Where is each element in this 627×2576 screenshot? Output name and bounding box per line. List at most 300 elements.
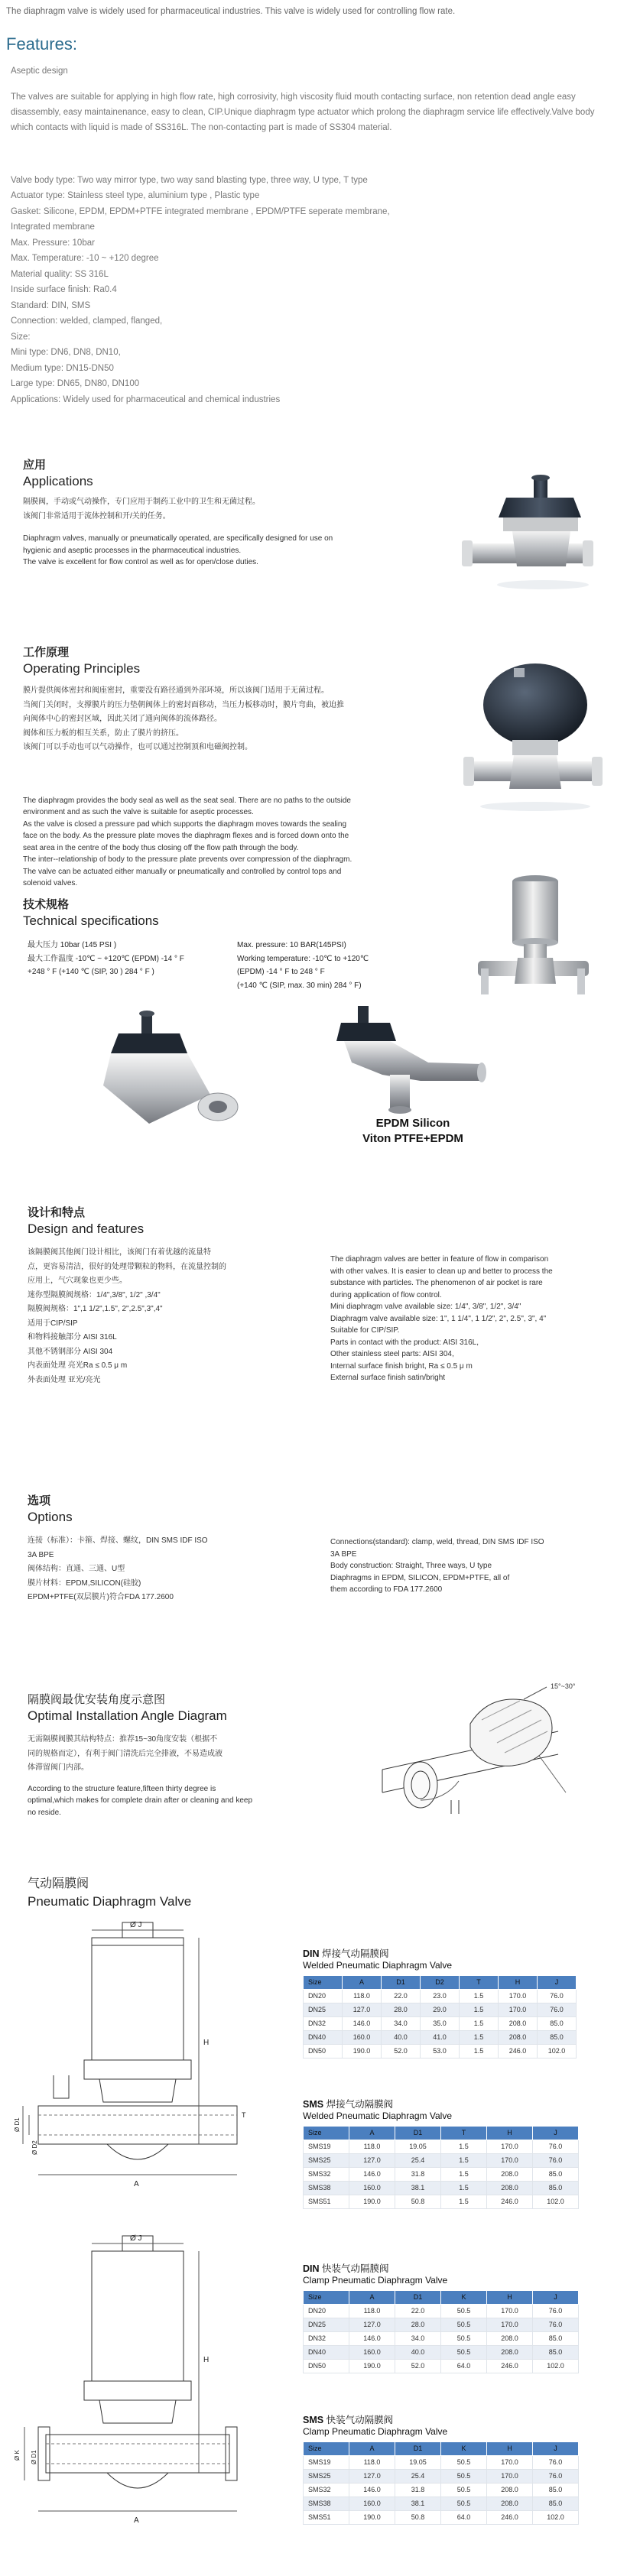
table-row bbox=[304, 2016, 577, 2030]
spec-line: Connection: welded, clamped, flanged, bbox=[11, 316, 163, 326]
design-cn-line: 其他不锈钢部分 AISI 304 bbox=[28, 1347, 113, 1356]
table-cell: 190.0 bbox=[349, 2359, 395, 2373]
table-cell: 1.5 bbox=[441, 2153, 487, 2167]
table-cell: 50.5 bbox=[441, 2331, 487, 2345]
table-cell: 1.5 bbox=[441, 2140, 487, 2153]
table-row bbox=[304, 2359, 579, 2373]
table-cn-title bbox=[303, 2263, 593, 2275]
table-header-cell: Size bbox=[304, 2126, 349, 2140]
table-cell: 170.0 bbox=[499, 2003, 538, 2016]
table-header-cell: T bbox=[441, 2126, 487, 2140]
pneumatic-diaphragm-valve-image bbox=[459, 657, 604, 818]
table-cell: 208.0 bbox=[487, 2331, 533, 2345]
table-cell: 50.5 bbox=[441, 2469, 487, 2483]
table-cell: 246.0 bbox=[499, 2044, 538, 2058]
table-cell: 190.0 bbox=[349, 2510, 395, 2524]
table-cell: 64.0 bbox=[441, 2510, 487, 2524]
table-cell: 28.0 bbox=[395, 2318, 441, 2331]
table-cell: 170.0 bbox=[499, 1989, 538, 2003]
table-cell: SMS25 bbox=[304, 2153, 349, 2167]
table-cn-name: 快装气动隔膜阀 bbox=[319, 2263, 389, 2274]
table-cn-name: 快装气动隔膜阀 bbox=[323, 2415, 394, 2425]
table-cell: DN20 bbox=[304, 1989, 343, 2003]
table-row bbox=[304, 2318, 579, 2331]
table-cell: SMS19 bbox=[304, 2140, 349, 2153]
table-cell: SMS19 bbox=[304, 2455, 349, 2469]
design-section bbox=[28, 1206, 303, 1387]
svg-text:Ø D2: Ø D2 bbox=[31, 2140, 38, 2155]
table-cell: 38.1 bbox=[395, 2497, 441, 2510]
svg-text:H: H bbox=[203, 2039, 210, 2047]
table-row bbox=[304, 2030, 577, 2044]
spec-line: Standard: DIN, SMS bbox=[11, 300, 91, 310]
dimension-table bbox=[303, 2441, 579, 2525]
angle-en-title: Optimal Installation Angle Diagram bbox=[28, 1708, 227, 1723]
principles-section bbox=[23, 646, 436, 890]
options-en-line: Body construction: Straight, Three ways, U type bbox=[330, 1562, 492, 1570]
spec-line: Max. Pressure: 10bar bbox=[11, 238, 95, 248]
table-header-cell: K bbox=[441, 2441, 487, 2455]
principles-cn-line: 该阀门可以手动也可以气动操作，也可以通过控制顶和电磁阀控制。 bbox=[23, 743, 252, 752]
table-cell: 170.0 bbox=[487, 2455, 533, 2469]
principles-en-line: The inter--relationship of body to the pressure plate prevents over compression of the diaphragm. bbox=[23, 855, 352, 865]
design-en-title: Design and features bbox=[28, 1221, 145, 1236]
table-header-cell: Size bbox=[304, 1975, 343, 1989]
table-cell: 34.0 bbox=[395, 2331, 441, 2345]
table-row bbox=[304, 2140, 579, 2153]
aseptic-text: Aseptic design bbox=[11, 67, 68, 76]
table-header-cell: D1 bbox=[395, 2126, 441, 2140]
technical-en-line: (EPDM) -14 ° F to 248 ° F bbox=[237, 968, 325, 976]
spec-line: Max. Temperature: -10 ~ +120 degree bbox=[11, 254, 159, 264]
design-en-line: The diaphragm valves are better in feature of flow in comparison bbox=[330, 1255, 549, 1264]
table-cell: 170.0 bbox=[487, 2318, 533, 2331]
stainless-pneumatic-valve-image bbox=[470, 868, 593, 1001]
table-cell: 1.5 bbox=[441, 2167, 487, 2181]
options-en-line: 3A BPE bbox=[330, 1549, 357, 1559]
table-cn-name: 焊接气动隔膜阀 bbox=[319, 1948, 389, 1959]
table-header-cell: H bbox=[487, 2126, 533, 2140]
table-header-cell: A bbox=[349, 2441, 395, 2455]
table-cell: 170.0 bbox=[487, 2153, 533, 2167]
table-cell: 208.0 bbox=[487, 2345, 533, 2359]
technical-cn-title: 技术规格 bbox=[23, 898, 70, 911]
table-cell: DN40 bbox=[304, 2345, 349, 2359]
spec-line: Inside surface finish: Ra0.4 bbox=[11, 285, 117, 295]
applications-en-text: Diaphragm valves, manually or pneumatically operated, are specifically designed for use on hygienic and aseptic processes in the pharmaceutical industries. The valve is excellent for flow control as well as for open/close duties. bbox=[23, 534, 333, 567]
table-block-1 bbox=[303, 1948, 593, 2059]
table-header-cell: H bbox=[487, 2290, 533, 2304]
table-cell: 50.8 bbox=[395, 2195, 441, 2208]
angle-cn-line: 体滞留阀门内部。 bbox=[28, 1763, 89, 1773]
principles-cn-title: 工作原理 bbox=[23, 646, 70, 659]
table-cell: 76.0 bbox=[538, 2003, 577, 2016]
design-cn-line: 应用上，气穴现象也更少些。 bbox=[28, 1277, 127, 1286]
table-row bbox=[304, 2153, 579, 2167]
table-row bbox=[304, 2304, 579, 2318]
svg-text:T: T bbox=[242, 2111, 246, 2119]
options-cn-line: 连接（标准）：卡箍、焊接、螺纹，DIN SMS IDF ISO bbox=[28, 1536, 208, 1546]
principles-cn-line: 向阀体中心的密封区域，因此关闭了通向阀体的流体路径。 bbox=[23, 715, 222, 724]
table-cell: DN32 bbox=[304, 2331, 349, 2345]
table-cell: 76.0 bbox=[533, 2318, 579, 2331]
angle-section bbox=[28, 1693, 303, 1818]
design-en-line: substance with particles. The phenomenon of air pocket is rare bbox=[330, 1279, 543, 1287]
applications-section bbox=[23, 459, 421, 569]
table-cell: 102.0 bbox=[538, 2044, 577, 2058]
table-header-cell: A bbox=[343, 1975, 382, 1989]
table-cell: 64.0 bbox=[441, 2359, 487, 2373]
table-cell: 160.0 bbox=[343, 2030, 382, 2044]
table-cell: 31.8 bbox=[395, 2167, 441, 2181]
pneumatic-en-title: Pneumatic Diaphragm Valve bbox=[28, 1894, 192, 1909]
svg-text:A: A bbox=[134, 2180, 139, 2188]
principles-en-title: Operating Principles bbox=[23, 661, 141, 676]
options-cn-line: 3A BPE bbox=[28, 1550, 54, 1559]
features-paragraph: The valves are suitable for applying in high flow rate, high corrosivity, high viscosity fluid mouth contacting surface, non retention dead angle easy disassembly, easy maintainenance, easy to clean, CIP.Unique diaphragm type actuator which prolong the diaphragm service life effectively.Valve body which contacts with liquid is made of SS316L. The non-contacting part is made of SS304 material. bbox=[11, 92, 595, 132]
table-cell: 76.0 bbox=[533, 2140, 579, 2153]
angle-cn-title: 隔膜阀最优安装角度示意图 bbox=[28, 1693, 166, 1706]
installation-angle-diagram bbox=[367, 1678, 596, 1819]
table-row bbox=[304, 2181, 579, 2195]
welded-valve-drawing bbox=[8, 1915, 283, 2221]
spec-line: Applications: Widely used for pharmaceutical and chemical industries bbox=[11, 394, 281, 404]
table-cell: 19.05 bbox=[395, 2455, 441, 2469]
table-cn-title bbox=[303, 1948, 593, 1960]
options-cn-line: EPDM+PTFE(双层膜片)符合FDA 177.2600 bbox=[28, 1593, 174, 1602]
angle-en-line: optimal,which makes for complete drain after or cleaning and keep bbox=[28, 1796, 253, 1805]
table-cell: 1.5 bbox=[460, 2016, 499, 2030]
principles-cn-line: 膜片提供阀体密封和阀座密封，重要没有路径通到外部环境，所以该阀门适用于无菌过程。 bbox=[23, 686, 329, 696]
table-row bbox=[304, 2510, 579, 2524]
table-cell: SMS51 bbox=[304, 2510, 349, 2524]
table-cn-title bbox=[303, 2414, 593, 2426]
svg-text:H: H bbox=[203, 2356, 210, 2364]
clamp-valve-drawing bbox=[8, 2228, 283, 2549]
design-en-line: during application of flow control. bbox=[330, 1290, 442, 1299]
spec-line: Integrated membrane bbox=[11, 222, 95, 232]
table-cell: 50.5 bbox=[441, 2345, 487, 2359]
table-header-cell: J bbox=[533, 2126, 579, 2140]
table-cell: 31.8 bbox=[395, 2483, 441, 2497]
standard-prefix: DIN bbox=[303, 2263, 320, 2274]
principles-en-text bbox=[23, 795, 436, 890]
table-row bbox=[304, 2469, 579, 2483]
table-cell: 208.0 bbox=[499, 2030, 538, 2044]
table-cell: 23.0 bbox=[421, 1989, 460, 2003]
table-cell: SMS38 bbox=[304, 2181, 349, 2195]
design-en-line: External surface finish satin/bright bbox=[330, 1374, 446, 1382]
table-cell: 1.5 bbox=[460, 2030, 499, 2044]
table-cell: 52.0 bbox=[395, 2359, 441, 2373]
table-cell: DN50 bbox=[304, 2044, 343, 2058]
table-cell: 1.5 bbox=[441, 2181, 487, 2195]
table-en-title: Clamp Pneumatic Diaphragm Valve bbox=[303, 2275, 448, 2286]
design-en-line: Diaphragm valve available size: 1", 1 1/4", 1 1/2", 2", 2.5", 3", 4" bbox=[330, 1314, 547, 1323]
table-cell: 25.4 bbox=[395, 2153, 441, 2167]
options-en-title: Options bbox=[28, 1510, 73, 1524]
table-cell: SMS38 bbox=[304, 2497, 349, 2510]
table-cell: 208.0 bbox=[499, 2016, 538, 2030]
table-cell: SMS32 bbox=[304, 2167, 349, 2181]
table-cell: 102.0 bbox=[533, 2195, 579, 2208]
principles-en-line: solenoid valves. bbox=[23, 879, 78, 888]
principles-en-line: seat area in the centre of the body thus closing off the flow path through the body. bbox=[23, 843, 299, 852]
table-cell: 19.05 bbox=[395, 2140, 441, 2153]
table-cell: 170.0 bbox=[487, 2469, 533, 2483]
angle-en-line: no reside. bbox=[28, 1808, 61, 1817]
applications-en-title: Applications bbox=[23, 474, 93, 488]
intro-text: The diaphragm valve is widely used for pharmaceutical industries. This valve is widely used for controlling flow rate. bbox=[6, 7, 456, 16]
design-cn-line: 和物料接触部分 AISI 316L bbox=[28, 1333, 117, 1342]
table-cell: 76.0 bbox=[533, 2455, 579, 2469]
table-cell: 22.0 bbox=[395, 2304, 441, 2318]
table-cell: 160.0 bbox=[349, 2181, 395, 2195]
table-header-cell: J bbox=[533, 2441, 579, 2455]
options-cn-line: 阀体结构：直通、三通、U型 bbox=[28, 1565, 125, 1574]
table-block-3 bbox=[303, 2263, 593, 2373]
table-cell: 29.0 bbox=[421, 2003, 460, 2016]
table-cell: 208.0 bbox=[487, 2181, 533, 2195]
table-row bbox=[304, 2345, 579, 2359]
table-cell: 40.0 bbox=[382, 2030, 421, 2044]
table-cell: 85.0 bbox=[538, 2016, 577, 2030]
spec-line: Medium type: DN15-DN50 bbox=[11, 363, 114, 373]
design-cn-line: 外表面处理 亚光/亮光 bbox=[28, 1375, 101, 1384]
angle-cn-text bbox=[28, 1733, 303, 1776]
table-cn-name: 焊接气动隔膜阀 bbox=[323, 2099, 394, 2110]
table-cell: 160.0 bbox=[349, 2345, 395, 2359]
table-header-cell: A bbox=[349, 2126, 395, 2140]
technical-en-specs bbox=[237, 939, 436, 992]
table-block-4 bbox=[303, 2414, 593, 2525]
table-cell: 53.0 bbox=[421, 2044, 460, 2058]
table-cell: 146.0 bbox=[349, 2483, 395, 2497]
standard-prefix: SMS bbox=[303, 2099, 324, 2110]
options-cn-line: 膜片材料：EPDM,SILICON(硅胶) bbox=[28, 1578, 141, 1588]
table-row bbox=[304, 2483, 579, 2497]
options-section bbox=[28, 1494, 303, 1605]
table-row bbox=[304, 2195, 579, 2208]
table-cell: 1.5 bbox=[460, 1989, 499, 2003]
manual-valve-large-image bbox=[96, 1009, 249, 1135]
table-cell: 85.0 bbox=[533, 2181, 579, 2195]
table-cell: 246.0 bbox=[487, 2510, 533, 2524]
table-cell: 85.0 bbox=[533, 2497, 579, 2510]
table-row bbox=[304, 2455, 579, 2469]
design-en-line: Mini diaphragm valve available size: 1/4", 3/8", 1/2", 3/4" bbox=[330, 1303, 521, 1311]
table-cell: 85.0 bbox=[533, 2345, 579, 2359]
svg-text:Ø J: Ø J bbox=[130, 2234, 142, 2243]
design-en-line: Parts in contact with the product: AISI 316L, bbox=[330, 1338, 479, 1347]
table-header-cell: A bbox=[349, 2290, 395, 2304]
dimension-table bbox=[303, 2290, 579, 2373]
manual-diaphragm-valve-image bbox=[459, 470, 596, 608]
pneumatic-cn-title: 气动隔膜阀 bbox=[28, 1877, 89, 1890]
table-block-2 bbox=[303, 2098, 593, 2209]
table-cell: 85.0 bbox=[533, 2331, 579, 2345]
table-cell: 208.0 bbox=[487, 2167, 533, 2181]
technical-section bbox=[23, 898, 421, 929]
table-cell: 76.0 bbox=[533, 2304, 579, 2318]
table-row bbox=[304, 2167, 579, 2181]
table-cell: 40.0 bbox=[395, 2345, 441, 2359]
table-cell: 127.0 bbox=[349, 2469, 395, 2483]
table-cell: 41.0 bbox=[421, 2030, 460, 2044]
table-header-cell: D1 bbox=[395, 2441, 441, 2455]
table-en-title: Welded Pneumatic Diaphragm Valve bbox=[303, 2110, 452, 2122]
spec-line: Material quality: SS 316L bbox=[11, 269, 109, 279]
table-cell: DN40 bbox=[304, 2030, 343, 2044]
angle-en-text bbox=[28, 1783, 303, 1819]
angle-cn-line: 无需隔膜阀膜其结构特点：推荐15~30角度安装（根据不 bbox=[28, 1735, 218, 1744]
principles-cn-line: 阀体和压力板的相互关系，防止了膜片的挤压。 bbox=[23, 728, 184, 738]
table-cell: 190.0 bbox=[349, 2195, 395, 2208]
table-cell: 35.0 bbox=[421, 2016, 460, 2030]
table-cell: 50.8 bbox=[395, 2510, 441, 2524]
table-cell: 50.5 bbox=[441, 2455, 487, 2469]
table-cell: SMS51 bbox=[304, 2195, 349, 2208]
table-cell: 1.5 bbox=[460, 2044, 499, 2058]
principles-en-line: The valve can be actuated either manually or pneumatically and controlled by control tops and bbox=[23, 867, 342, 876]
design-cn-line: 迷你型隔膜阀规格：1/4",3/8", 1/2" ,3/4" bbox=[28, 1290, 161, 1299]
svg-text:Ø J: Ø J bbox=[130, 1921, 142, 1929]
standard-prefix: DIN bbox=[303, 1948, 320, 1959]
table-cell: 1.5 bbox=[441, 2195, 487, 2208]
svg-text:Ø K: Ø K bbox=[14, 2450, 21, 2461]
technical-en-title: Technical specifications bbox=[23, 913, 159, 928]
technical-cn-line: 最大工作温度 -10℃ ~ +120℃ (EPDM) -14 ° F bbox=[28, 954, 184, 963]
table-cell: 127.0 bbox=[349, 2153, 395, 2167]
table-cell: 170.0 bbox=[487, 2140, 533, 2153]
table-header-cell: Size bbox=[304, 2441, 349, 2455]
table-cell: 85.0 bbox=[533, 2483, 579, 2497]
table-cell: 85.0 bbox=[538, 2030, 577, 2044]
table-cell: 102.0 bbox=[533, 2359, 579, 2373]
design-en-line: Internal surface finish bright, Ra ≤ 0.5 μ m bbox=[330, 1361, 473, 1371]
table-cell: DN32 bbox=[304, 2016, 343, 2030]
material-caption: EPDM Silicon Viton PTFE+EPDM bbox=[362, 1117, 463, 1145]
technical-cn-specs bbox=[28, 939, 226, 979]
spec-list bbox=[11, 173, 615, 407]
table-row bbox=[304, 2003, 577, 2016]
options-en-line: Diaphragms in EPDM, SILICON, EPDM+PTFE, all of bbox=[330, 1573, 510, 1582]
design-cn-text bbox=[28, 1246, 303, 1387]
principles-en-line: As the valve is closed a pressure pad which supports the diaphragm moves towards the sealing bbox=[23, 819, 347, 829]
design-cn-line: 适用于CIP/SIP bbox=[28, 1319, 78, 1328]
table-cell: 246.0 bbox=[487, 2359, 533, 2373]
principles-cn-line: 当阀门关闭时，支撑膜片的压力垫朝阀体上的密封面移动，当压力板移动时，膜片弯曲，被迫推 bbox=[23, 700, 344, 709]
table-cell: DN25 bbox=[304, 2318, 349, 2331]
table-header-cell: D2 bbox=[421, 1975, 460, 1989]
three-way-valve-image bbox=[336, 1001, 489, 1116]
table-cell: 76.0 bbox=[533, 2469, 579, 2483]
table-cell: 50.5 bbox=[441, 2304, 487, 2318]
standard-prefix: SMS bbox=[303, 2415, 324, 2425]
angle-label: 15°~30° bbox=[551, 1682, 576, 1690]
table-cell: 28.0 bbox=[382, 2003, 421, 2016]
applications-cn-title: 应用 bbox=[23, 459, 47, 472]
table-cell: 85.0 bbox=[533, 2167, 579, 2181]
options-en-line: them according to FDA 177.2600 bbox=[330, 1585, 443, 1594]
options-cn-text bbox=[28, 1534, 303, 1605]
table-header-cell: K bbox=[441, 2290, 487, 2304]
design-en-text bbox=[330, 1254, 613, 1384]
dimension-table bbox=[303, 2126, 579, 2209]
table-cell: 170.0 bbox=[487, 2304, 533, 2318]
technical-en-line: Working temperature: -10℃ to +120℃ bbox=[237, 954, 369, 963]
principles-en-line: face on the body. As the pressure plate moves the diaphragm flexes and is forced down onto the bbox=[23, 832, 349, 841]
spec-line: Actuator type: Stainless steel type, aluminium type , Plastic type bbox=[11, 191, 260, 201]
options-en-text bbox=[330, 1536, 613, 1596]
table-cell: 127.0 bbox=[349, 2318, 395, 2331]
table-cell: 208.0 bbox=[487, 2497, 533, 2510]
design-en-line: with other valves. It is easier to clean up and better to process the bbox=[330, 1267, 553, 1276]
table-row bbox=[304, 2331, 579, 2345]
table-cell: 190.0 bbox=[343, 2044, 382, 2058]
table-cell: 38.1 bbox=[395, 2181, 441, 2195]
table-cell: 102.0 bbox=[533, 2510, 579, 2524]
table-cell: 34.0 bbox=[382, 2016, 421, 2030]
table-cell: 25.4 bbox=[395, 2469, 441, 2483]
table-cell: 50.5 bbox=[441, 2497, 487, 2510]
spec-line: Valve body type: Two way mirror type, two way sand blasting type, three way, U type, T type bbox=[11, 176, 368, 185]
table-cell: 127.0 bbox=[343, 2003, 382, 2016]
table-cell: DN25 bbox=[304, 2003, 343, 2016]
technical-en-line: (+140 ℃ (SIP, max. 30 min) 284 ° F) bbox=[237, 981, 362, 990]
principles-cn-text bbox=[23, 684, 436, 755]
table-cell: 52.0 bbox=[382, 2044, 421, 2058]
pneumatic-section bbox=[28, 1877, 257, 1910]
table-header-cell: H bbox=[499, 1975, 538, 1989]
table-cell: 1.5 bbox=[460, 2003, 499, 2016]
table-cell: 246.0 bbox=[487, 2195, 533, 2208]
table-cell: 146.0 bbox=[343, 2016, 382, 2030]
spec-line: Gasket: Silicone, EPDM, EPDM+PTFE integrated membrane , EPDM/PTFE seperate membrane, bbox=[11, 206, 390, 216]
table-cell: 76.0 bbox=[533, 2153, 579, 2167]
design-cn-line: 点，更容易清洁，很好的处理带颗粒的物料，在流量控制的 bbox=[28, 1262, 226, 1271]
angle-cn-line: 同的规格而定），有利于阀门清洗后完全排液，不易造成液 bbox=[28, 1749, 223, 1758]
technical-cn-line: +248 ° F (+140 ℃ (SIP, 30 ) 284 ° F ) bbox=[28, 968, 154, 976]
svg-text:Ø D1: Ø D1 bbox=[31, 2450, 37, 2464]
design-cn-line: 内表面处理 亮光Ra ≤ 0.5 μ m bbox=[28, 1361, 128, 1371]
svg-text:A: A bbox=[134, 2516, 139, 2525]
table-cell: 76.0 bbox=[538, 1989, 577, 2003]
table-row bbox=[304, 2044, 577, 2058]
principles-en-line: environment and as such the valve is suitable for aseptic processes. bbox=[23, 808, 254, 817]
applications-cn-text: 隔膜阀，手动或气动操作，专门应用于制药工业中的卫生和无菌过程。 该阀门非常适用于流体控制和开/关的任务。 bbox=[23, 498, 260, 521]
design-cn-line: 隔膜阀规格：1",1 1/2",1.5", 2",2.5",3",4" bbox=[28, 1305, 163, 1314]
table-cell: 160.0 bbox=[349, 2497, 395, 2510]
table-cell: 118.0 bbox=[349, 2304, 395, 2318]
technical-cn-line: 最大压力 10bar (145 PSI ) bbox=[28, 941, 117, 949]
table-header-cell: Size bbox=[304, 2290, 349, 2304]
table-cell: DN50 bbox=[304, 2359, 349, 2373]
table-cell: 146.0 bbox=[349, 2167, 395, 2181]
dimension-table bbox=[303, 1975, 577, 2059]
table-header-cell: J bbox=[533, 2290, 579, 2304]
table-row bbox=[304, 2497, 579, 2510]
table-cell: 146.0 bbox=[349, 2331, 395, 2345]
table-header-cell: D1 bbox=[382, 1975, 421, 1989]
design-cn-line: 该隔膜阀其他阀门设计相比，该阀门有着优越的流量特 bbox=[28, 1248, 211, 1257]
principles-en-line: The diaphragm provides the body seal as well as the seat seal. There are no paths to the outside bbox=[23, 796, 351, 805]
table-header-cell: H bbox=[487, 2441, 533, 2455]
svg-text:Ø D1: Ø D1 bbox=[14, 2117, 21, 2132]
angle-en-line: According to the structure feature,fifteen thirty degree is bbox=[28, 1784, 216, 1793]
table-cell: 22.0 bbox=[382, 1989, 421, 2003]
spec-line: Size: bbox=[11, 332, 31, 342]
